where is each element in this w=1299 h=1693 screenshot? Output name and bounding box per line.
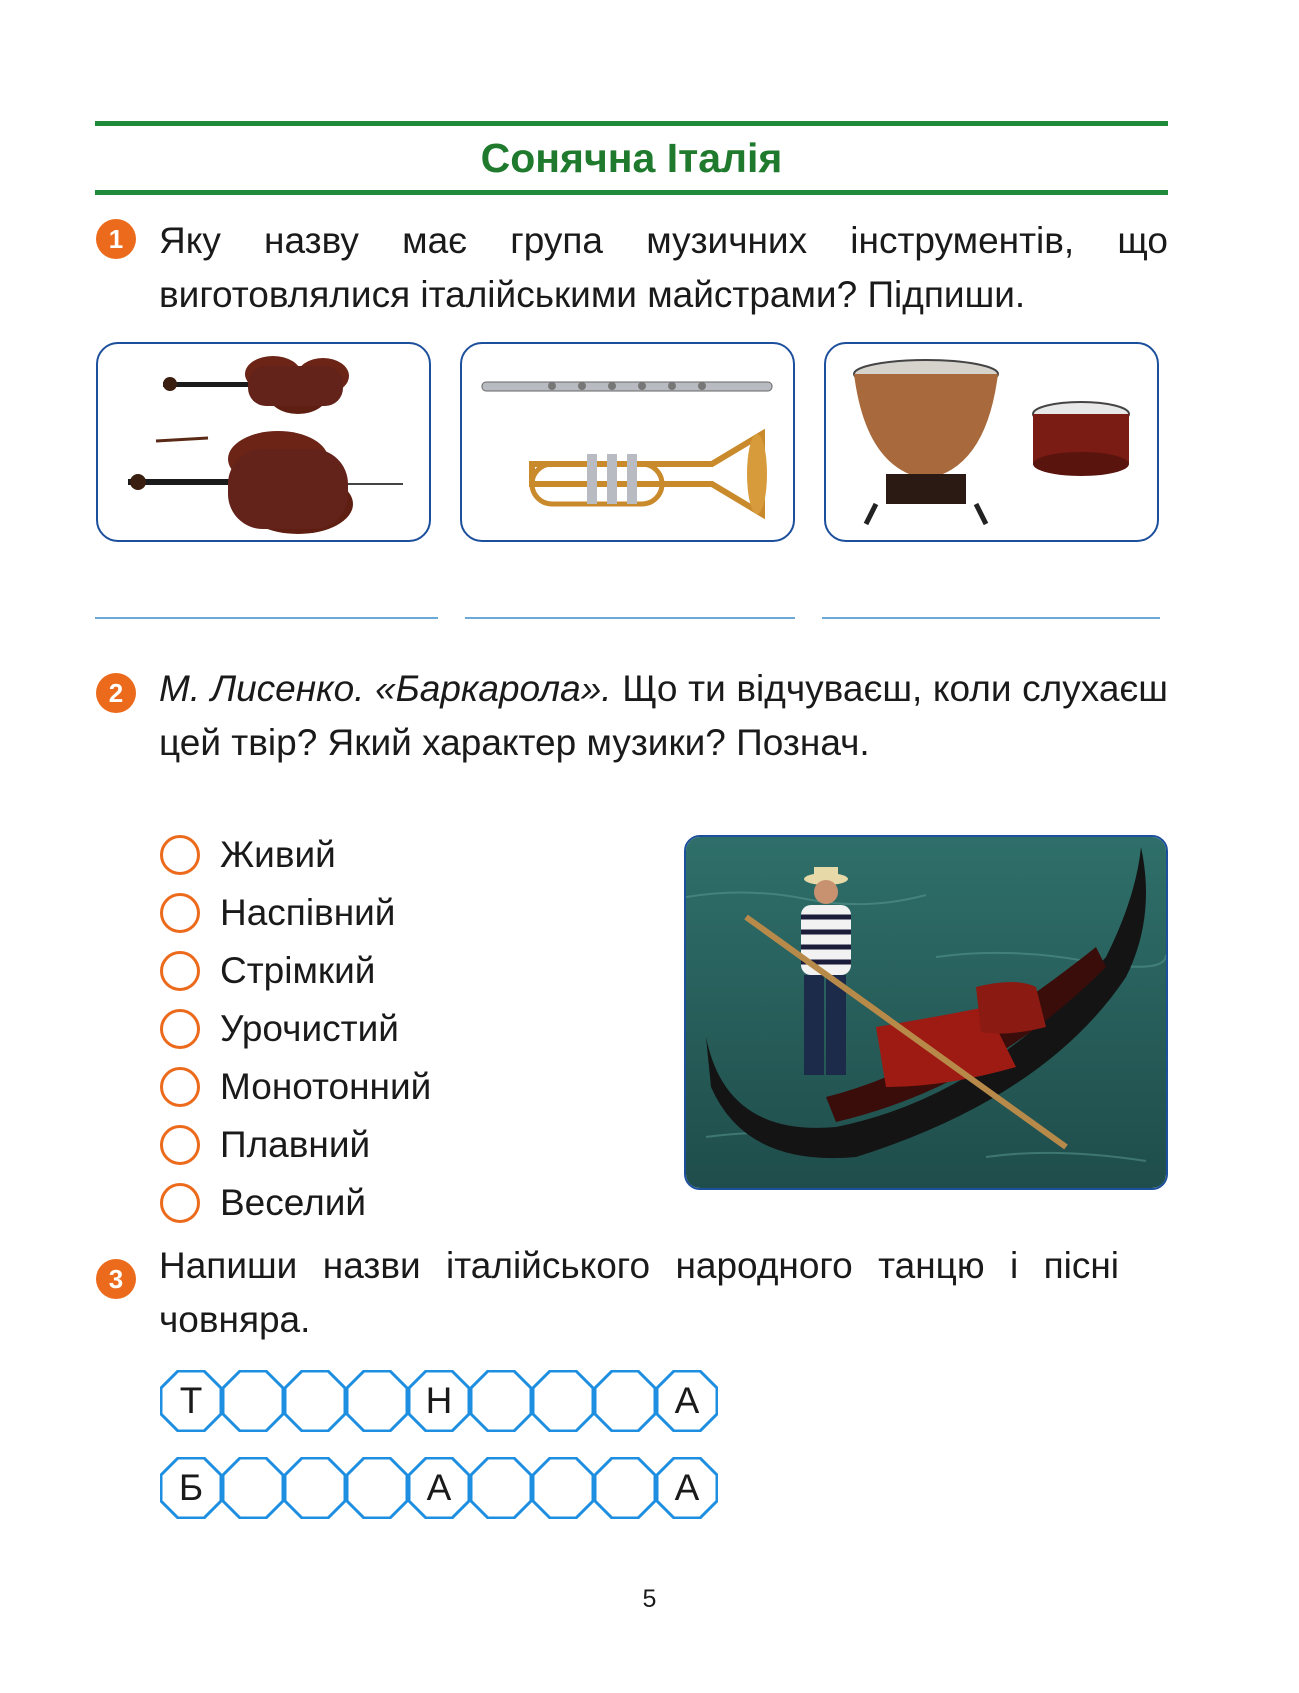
letter-cell[interactable] xyxy=(284,1457,346,1519)
option-item[interactable] xyxy=(160,1178,366,1228)
page-title: Сонячна Італія xyxy=(480,135,783,181)
letter-cell-text: А xyxy=(674,1380,700,1421)
option-circle[interactable] xyxy=(160,835,200,875)
option-item[interactable] xyxy=(160,1062,431,1112)
letter-cell[interactable] xyxy=(284,1370,346,1432)
letter-cell-text: Б xyxy=(178,1467,204,1508)
option-label: Живий xyxy=(220,834,336,875)
letter-cell[interactable] xyxy=(532,1370,594,1432)
option-label: Наспівний xyxy=(220,892,396,933)
letter-cell-text: А xyxy=(674,1467,700,1508)
option-circle[interactable] xyxy=(160,893,200,933)
letter-cell[interactable] xyxy=(656,1457,718,1519)
task-2-title-italic: М. Лисенко. «Баркарола». xyxy=(159,668,612,709)
letter-cell[interactable] xyxy=(222,1457,284,1519)
winds-card xyxy=(460,342,795,542)
task-1-text: Яку назву має група музичних інструментів, що виготовлялися італійськими майстрами? Підпиши. xyxy=(159,220,1168,315)
letter-cell[interactable] xyxy=(408,1370,470,1432)
answer-line-3[interactable] xyxy=(822,617,1160,619)
option-circle[interactable] xyxy=(160,1183,200,1223)
letter-cell[interactable] xyxy=(594,1457,656,1519)
option-label: Стрімкий xyxy=(220,950,376,991)
letter-cell[interactable] xyxy=(470,1457,532,1519)
letter-cell[interactable] xyxy=(346,1457,408,1519)
option-circle[interactable] xyxy=(160,1067,200,1107)
letter-cell-text: Н xyxy=(425,1380,453,1421)
letter-cell[interactable] xyxy=(160,1370,222,1432)
gondola-image xyxy=(686,837,1166,1188)
task-number-3: 3 xyxy=(96,1259,136,1299)
task-number-2: 2 xyxy=(96,673,136,713)
option-item[interactable] xyxy=(160,1004,399,1054)
option-circle[interactable] xyxy=(160,1009,200,1049)
option-label: Урочистий xyxy=(220,1008,399,1049)
option-label: Веселий xyxy=(220,1182,367,1223)
strings-card xyxy=(96,342,431,542)
option-label: Монотонний xyxy=(220,1066,432,1107)
option-item[interactable] xyxy=(160,1120,370,1170)
task-2-question: Що ти відчуваєш, коли слухаєш цей твір? Який характер музики? Познач. xyxy=(159,668,1168,763)
letter-cell[interactable] xyxy=(408,1457,470,1519)
title-rule-bottom xyxy=(95,190,1168,195)
title-rule-top xyxy=(95,121,1168,126)
answer-line-1[interactable] xyxy=(95,617,438,619)
letter-cell[interactable] xyxy=(160,1457,222,1519)
option-item[interactable] xyxy=(160,830,336,880)
letter-cell[interactable] xyxy=(656,1370,718,1432)
answer-line-2[interactable] xyxy=(465,617,795,619)
task-3-text: Напиши назви італійського народного танцю і пісні човняра. xyxy=(159,1245,1119,1340)
task-number-1: 1 xyxy=(96,219,136,259)
page-number: 5 xyxy=(642,1585,657,1613)
percussion-card xyxy=(824,342,1159,542)
letter-cell[interactable] xyxy=(346,1370,408,1432)
option-label: Плавний xyxy=(220,1124,371,1165)
violin-cello-image xyxy=(98,344,428,539)
option-item[interactable] xyxy=(160,946,375,996)
option-circle[interactable] xyxy=(160,1125,200,1165)
letter-cell[interactable] xyxy=(594,1370,656,1432)
letter-cell[interactable] xyxy=(222,1370,284,1432)
letter-cell[interactable] xyxy=(532,1457,594,1519)
option-circle[interactable] xyxy=(160,951,200,991)
letter-cell-text: А xyxy=(426,1467,452,1508)
option-item[interactable] xyxy=(160,888,395,938)
flute-trumpet-image xyxy=(462,344,792,539)
letter-cell-text: Т xyxy=(179,1380,203,1421)
task-2-text xyxy=(159,662,1168,770)
letter-cell[interactable] xyxy=(470,1370,532,1432)
timpani-drum-image xyxy=(826,344,1156,539)
gondola-photo xyxy=(684,835,1168,1190)
